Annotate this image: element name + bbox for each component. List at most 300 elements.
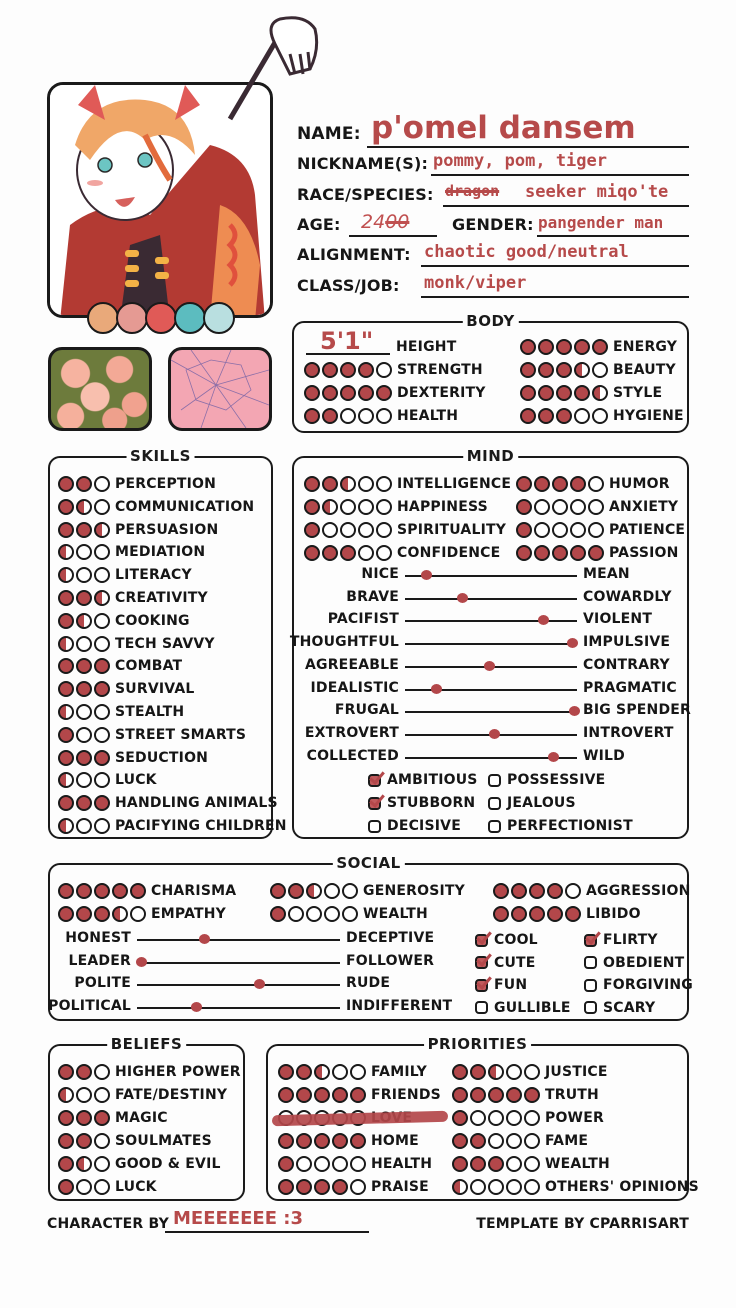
rating-dot[interactable] — [58, 636, 74, 652]
rating-dot[interactable] — [76, 499, 92, 515]
rating-dot[interactable] — [314, 1133, 330, 1149]
rating-dot[interactable] — [314, 1087, 330, 1103]
rating-dot[interactable] — [76, 1179, 92, 1195]
trait-slider[interactable] — [294, 748, 687, 766]
rating-dot[interactable] — [112, 883, 128, 899]
slider-knob[interactable] — [484, 661, 495, 671]
rating-row — [58, 497, 254, 517]
rating-dot[interactable] — [76, 795, 92, 811]
rating-dot[interactable] — [470, 1133, 486, 1149]
rating-dot[interactable] — [342, 906, 358, 922]
rating-dot[interactable] — [376, 408, 392, 424]
rating-dot[interactable] — [350, 1156, 366, 1172]
rating-dot[interactable] — [58, 704, 74, 720]
checkbox-checked[interactable] — [475, 956, 488, 969]
slider-knob[interactable] — [569, 706, 580, 716]
rating-dot[interactable] — [534, 522, 550, 538]
slider-track[interactable] — [137, 962, 340, 964]
rating-dot[interactable] — [94, 1179, 110, 1195]
rating-dot[interactable] — [452, 1110, 468, 1126]
rating-dot[interactable] — [94, 818, 110, 834]
rating-dot[interactable] — [511, 906, 527, 922]
rating-label: DEXTERITY — [397, 385, 486, 401]
rating-dot[interactable] — [547, 906, 563, 922]
rating-dot[interactable] — [58, 544, 74, 560]
rating-dot[interactable] — [94, 658, 110, 674]
trait-checkbox-row[interactable] — [488, 816, 633, 836]
trait-checkbox-row[interactable] — [584, 953, 684, 973]
rating-dot[interactable] — [470, 1156, 486, 1172]
checkbox-checked[interactable] — [584, 934, 597, 947]
rating-dot[interactable] — [306, 883, 322, 899]
rating-dot[interactable] — [452, 1087, 468, 1103]
rating-dot[interactable] — [76, 750, 92, 766]
rating-dot[interactable] — [358, 385, 374, 401]
rating-dot[interactable] — [570, 545, 586, 561]
trait-slider[interactable] — [50, 975, 430, 993]
rating-dot[interactable] — [358, 499, 374, 515]
rating-dot[interactable] — [538, 385, 554, 401]
trait-checkbox-row[interactable] — [368, 770, 478, 790]
rating-dot[interactable] — [322, 522, 338, 538]
rating-dot[interactable] — [488, 1087, 504, 1103]
rating-dot[interactable] — [94, 590, 110, 606]
rating-dot[interactable] — [529, 906, 545, 922]
trait-slider[interactable] — [294, 657, 687, 675]
rating-dot[interactable] — [574, 339, 590, 355]
rating-dot[interactable] — [76, 818, 92, 834]
rating-dot[interactable] — [324, 883, 340, 899]
rating-dot[interactable] — [358, 545, 374, 561]
trait-checkbox-row[interactable] — [584, 930, 658, 950]
rating-dot[interactable] — [452, 1064, 468, 1080]
trait-checkbox-row[interactable] — [475, 975, 527, 995]
trait-slider[interactable] — [50, 930, 435, 948]
rating-dot[interactable] — [76, 590, 92, 606]
rating-dot[interactable] — [278, 1064, 294, 1080]
rating-dot[interactable] — [322, 476, 338, 492]
slider-track[interactable] — [405, 711, 577, 713]
checkbox-unchecked[interactable] — [584, 979, 597, 992]
rating-dot[interactable] — [58, 1110, 74, 1126]
rating-dot[interactable] — [534, 499, 550, 515]
rating-dot[interactable] — [488, 1156, 504, 1172]
rating-dot[interactable] — [314, 1156, 330, 1172]
rating-dot[interactable] — [76, 906, 92, 922]
rating-dot[interactable] — [516, 522, 532, 538]
rating-label: GENEROSITY — [363, 883, 465, 899]
rating-dot[interactable] — [340, 499, 356, 515]
rating-dot[interactable] — [340, 408, 356, 424]
rating-dot[interactable] — [565, 883, 581, 899]
rating-dot[interactable] — [58, 681, 74, 697]
trait-checkbox-row[interactable] — [475, 998, 571, 1018]
rating-dot[interactable] — [58, 1133, 74, 1149]
rating-dot[interactable] — [592, 408, 608, 424]
rating-dots — [516, 499, 604, 515]
trait-slider[interactable] — [294, 566, 687, 584]
trait-checkbox-row[interactable] — [488, 793, 576, 813]
rating-dot[interactable] — [538, 408, 554, 424]
rating-dot[interactable] — [340, 385, 356, 401]
trait-checkbox-row[interactable] — [584, 975, 693, 995]
slider-knob[interactable] — [421, 570, 432, 580]
rating-dot[interactable] — [58, 590, 74, 606]
rating-dot[interactable] — [340, 545, 356, 561]
rating-dot[interactable] — [506, 1156, 522, 1172]
rating-dot[interactable] — [130, 883, 146, 899]
slider-track[interactable] — [405, 643, 577, 645]
rating-dot[interactable] — [58, 1087, 74, 1103]
rating-dot[interactable] — [470, 1179, 486, 1195]
rating-dot[interactable] — [570, 522, 586, 538]
rating-dot[interactable] — [511, 883, 527, 899]
trait-slider[interactable] — [294, 611, 687, 629]
rating-dot[interactable] — [332, 1133, 348, 1149]
rating-dot[interactable] — [76, 1064, 92, 1080]
rating-dot[interactable] — [350, 1179, 366, 1195]
slider-track[interactable] — [137, 984, 340, 986]
rating-dot[interactable] — [520, 339, 536, 355]
rating-dot[interactable] — [304, 499, 320, 515]
rating-dot[interactable] — [452, 1179, 468, 1195]
rating-dot[interactable] — [376, 499, 392, 515]
rating-dot[interactable] — [376, 362, 392, 378]
checkbox-unchecked[interactable] — [584, 956, 597, 969]
age-underline — [349, 235, 437, 237]
slider-knob[interactable] — [191, 1002, 202, 1012]
rating-dot[interactable] — [76, 681, 92, 697]
slider-knob[interactable] — [567, 638, 578, 648]
rating-dot[interactable] — [296, 1156, 312, 1172]
rating-dot[interactable] — [488, 1179, 504, 1195]
rating-dot[interactable] — [76, 613, 92, 629]
rating-dot[interactable] — [314, 1179, 330, 1195]
rating-dots — [58, 544, 110, 560]
checkbox-checked[interactable] — [368, 774, 381, 787]
rating-dot[interactable] — [76, 522, 92, 538]
rating-dot[interactable] — [524, 1087, 540, 1103]
slider-knob[interactable] — [431, 684, 442, 694]
rating-dot[interactable] — [278, 1087, 294, 1103]
rating-dot[interactable] — [94, 727, 110, 743]
rating-dot[interactable] — [524, 1110, 540, 1126]
rating-dot[interactable] — [58, 1179, 74, 1195]
slider-track[interactable] — [137, 1007, 340, 1009]
checkbox-unchecked[interactable] — [475, 1001, 488, 1014]
trait-slider[interactable] — [294, 702, 692, 720]
rating-dot[interactable] — [304, 476, 320, 492]
rating-dot[interactable] — [534, 545, 550, 561]
rating-dot[interactable] — [94, 704, 110, 720]
rating-dot[interactable] — [94, 1133, 110, 1149]
rating-dot[interactable] — [588, 499, 604, 515]
rating-dot[interactable] — [488, 1133, 504, 1149]
rating-dot[interactable] — [350, 1064, 366, 1080]
slider-knob[interactable] — [548, 752, 559, 762]
rating-row — [58, 542, 205, 562]
rating-dot[interactable] — [358, 408, 374, 424]
rating-dot[interactable] — [556, 339, 572, 355]
rating-dot[interactable] — [94, 613, 110, 629]
rating-dot[interactable] — [94, 772, 110, 788]
rating-dot[interactable] — [524, 1156, 540, 1172]
rating-dot[interactable] — [574, 385, 590, 401]
rating-dot[interactable] — [288, 883, 304, 899]
trait-checkbox-row[interactable] — [368, 793, 475, 813]
trait-slider[interactable] — [50, 952, 435, 971]
rating-dot[interactable] — [516, 476, 532, 492]
rating-dot[interactable] — [332, 1064, 348, 1080]
trait-slider[interactable] — [48, 997, 453, 1016]
rating-dot[interactable] — [588, 476, 604, 492]
rating-dot[interactable] — [76, 544, 92, 560]
rating-dot[interactable] — [296, 1064, 312, 1080]
rating-dot[interactable] — [76, 658, 92, 674]
rating-dot[interactable] — [278, 1133, 294, 1149]
rating-dot[interactable] — [592, 339, 608, 355]
trait-checkbox-row[interactable] — [368, 816, 461, 836]
rating-dot[interactable] — [358, 476, 374, 492]
rating-dot[interactable] — [470, 1110, 486, 1126]
rating-dot[interactable] — [306, 906, 322, 922]
rating-dot[interactable] — [94, 522, 110, 538]
slider-left-label: AGREEABLE — [304, 656, 399, 673]
rating-dot[interactable] — [552, 476, 568, 492]
rating-dot[interactable] — [452, 1133, 468, 1149]
rating-dot[interactable] — [322, 408, 338, 424]
rating-dot[interactable] — [520, 362, 536, 378]
rating-dot[interactable] — [493, 906, 509, 922]
checkbox-unchecked[interactable] — [488, 820, 501, 833]
checkbox-checked[interactable] — [368, 797, 381, 810]
rating-dot[interactable] — [304, 385, 320, 401]
rating-dots — [278, 1087, 366, 1103]
rating-dot[interactable] — [574, 362, 590, 378]
rating-dot[interactable] — [350, 1087, 366, 1103]
rating-dot[interactable] — [296, 1179, 312, 1195]
rating-dot[interactable] — [94, 499, 110, 515]
rating-dot[interactable] — [340, 522, 356, 538]
rating-dot[interactable] — [304, 408, 320, 424]
rating-dot[interactable] — [470, 1064, 486, 1080]
rating-dot[interactable] — [278, 1179, 294, 1195]
gender-label: GENDER: — [452, 215, 534, 234]
rating-dot[interactable] — [94, 1087, 110, 1103]
trait-checkbox-row[interactable] — [488, 770, 605, 790]
rating-dot[interactable] — [76, 567, 92, 583]
rating-dot[interactable] — [58, 499, 74, 515]
rating-dot[interactable] — [76, 727, 92, 743]
rating-dot[interactable] — [296, 1133, 312, 1149]
slider-right-label: INDIFFERENT — [346, 997, 453, 1014]
rating-dot[interactable] — [552, 522, 568, 538]
trait-slider[interactable] — [294, 680, 687, 698]
rating-dot[interactable] — [58, 906, 74, 922]
rating-dot[interactable] — [556, 362, 572, 378]
slider-knob[interactable] — [489, 729, 500, 739]
trait-slider[interactable] — [289, 634, 687, 652]
slider-knob[interactable] — [457, 593, 468, 603]
rating-dot[interactable] — [58, 795, 74, 811]
rating-dot[interactable] — [524, 1179, 540, 1195]
rating-dot[interactable] — [570, 499, 586, 515]
rating-dot[interactable] — [324, 906, 340, 922]
rating-dot[interactable] — [506, 1087, 522, 1103]
rating-dot[interactable] — [58, 613, 74, 629]
rating-dot[interactable] — [322, 499, 338, 515]
rating-dot[interactable] — [332, 1087, 348, 1103]
rating-dot[interactable] — [592, 385, 608, 401]
rating-dot[interactable] — [58, 476, 74, 492]
rating-dot[interactable] — [547, 883, 563, 899]
rating-dot[interactable] — [516, 499, 532, 515]
rating-dot[interactable] — [552, 545, 568, 561]
rating-dot[interactable] — [94, 1156, 110, 1172]
rating-dot[interactable] — [506, 1133, 522, 1149]
rating-dot[interactable] — [520, 408, 536, 424]
rating-dot[interactable] — [565, 906, 581, 922]
rating-dot[interactable] — [358, 362, 374, 378]
slider-knob[interactable] — [199, 934, 210, 944]
rating-dot[interactable] — [278, 1156, 294, 1172]
rating-dot[interactable] — [76, 476, 92, 492]
rating-dot[interactable] — [94, 544, 110, 560]
rating-dot[interactable] — [322, 385, 338, 401]
checkbox-unchecked[interactable] — [584, 1001, 597, 1014]
checkbox-unchecked[interactable] — [368, 820, 381, 833]
trait-checkbox-row[interactable] — [584, 998, 655, 1018]
rating-dot[interactable] — [529, 883, 545, 899]
rating-dot[interactable] — [588, 522, 604, 538]
rating-dot[interactable] — [58, 567, 74, 583]
rating-dot[interactable] — [488, 1110, 504, 1126]
slider-track[interactable] — [405, 620, 577, 622]
rating-dot[interactable] — [506, 1110, 522, 1126]
rating-dot[interactable] — [76, 1087, 92, 1103]
rating-dot[interactable] — [94, 750, 110, 766]
trait-checkbox-row[interactable] — [475, 930, 538, 950]
rating-dot[interactable] — [332, 1179, 348, 1195]
rating-dot[interactable] — [58, 883, 74, 899]
rating-dot[interactable] — [556, 385, 572, 401]
checkbox-unchecked[interactable] — [488, 797, 501, 810]
rating-dot[interactable] — [592, 362, 608, 378]
rating-dot[interactable] — [588, 545, 604, 561]
rating-dot[interactable] — [58, 818, 74, 834]
rating-dot[interactable] — [538, 362, 554, 378]
rating-dot[interactable] — [314, 1064, 330, 1080]
rating-dot[interactable] — [470, 1087, 486, 1103]
rating-dot[interactable] — [340, 476, 356, 492]
rating-dot[interactable] — [270, 883, 286, 899]
rating-dot[interactable] — [94, 1110, 110, 1126]
rating-dot[interactable] — [112, 906, 128, 922]
rating-dot[interactable] — [322, 362, 338, 378]
rating-dot[interactable] — [376, 476, 392, 492]
rating-dot[interactable] — [520, 385, 536, 401]
rating-dot[interactable] — [94, 636, 110, 652]
rating-dot[interactable] — [376, 545, 392, 561]
rating-dot[interactable] — [130, 906, 146, 922]
rating-dot[interactable] — [76, 772, 92, 788]
rating-dot[interactable] — [76, 636, 92, 652]
rating-dot[interactable] — [452, 1156, 468, 1172]
rating-dot[interactable] — [58, 522, 74, 538]
rating-dot[interactable] — [322, 545, 338, 561]
rating-dot[interactable] — [574, 408, 590, 424]
rating-dot[interactable] — [524, 1133, 540, 1149]
slider-knob[interactable] — [538, 615, 549, 625]
rating-dot[interactable] — [94, 681, 110, 697]
rating-dot[interactable] — [376, 385, 392, 401]
rating-dot[interactable] — [288, 906, 304, 922]
checkbox-unchecked[interactable] — [488, 774, 501, 787]
rating-dot[interactable] — [304, 522, 320, 538]
rating-dot[interactable] — [534, 476, 550, 492]
rating-dot[interactable] — [76, 883, 92, 899]
rating-dot[interactable] — [506, 1179, 522, 1195]
rating-dot[interactable] — [76, 1133, 92, 1149]
rating-dot[interactable] — [94, 567, 110, 583]
slider-track[interactable] — [405, 598, 577, 600]
checkbox-checked[interactable] — [475, 934, 488, 947]
rating-dot[interactable] — [516, 545, 532, 561]
rating-dot[interactable] — [538, 339, 554, 355]
rating-dot[interactable] — [58, 1064, 74, 1080]
rating-dot[interactable] — [94, 883, 110, 899]
checkbox-checked[interactable] — [475, 979, 488, 992]
rating-dot[interactable] — [58, 658, 74, 674]
slider-knob[interactable] — [136, 957, 147, 967]
checkbox-label: PERFECTIONIST — [507, 818, 633, 834]
rating-dot[interactable] — [340, 362, 356, 378]
trait-slider[interactable] — [294, 589, 687, 607]
rating-dot[interactable] — [94, 1064, 110, 1080]
rating-dot[interactable] — [304, 545, 320, 561]
rating-dot[interactable] — [556, 408, 572, 424]
rating-dot[interactable] — [350, 1133, 366, 1149]
rating-dot[interactable] — [524, 1064, 540, 1080]
rating-dot[interactable] — [332, 1156, 348, 1172]
rating-dot[interactable] — [58, 1156, 74, 1172]
rating-dot[interactable] — [58, 727, 74, 743]
rating-dot[interactable] — [342, 883, 358, 899]
rating-dot[interactable] — [76, 704, 92, 720]
rating-dot[interactable] — [506, 1064, 522, 1080]
rating-dot[interactable] — [94, 906, 110, 922]
slider-track[interactable] — [137, 939, 340, 941]
rating-dot[interactable] — [58, 750, 74, 766]
rating-dot[interactable] — [488, 1064, 504, 1080]
rating-dot[interactable] — [552, 499, 568, 515]
rating-dot[interactable] — [94, 795, 110, 811]
rating-dot[interactable] — [94, 476, 110, 492]
rating-dot[interactable] — [270, 906, 286, 922]
slider-knob[interactable] — [254, 979, 265, 989]
rating-dot[interactable] — [76, 1110, 92, 1126]
rating-dot[interactable] — [358, 522, 374, 538]
rating-dot[interactable] — [296, 1087, 312, 1103]
rating-dot[interactable] — [570, 476, 586, 492]
rating-dot[interactable] — [76, 1156, 92, 1172]
trait-checkbox-row[interactable] — [475, 953, 536, 973]
trait-slider[interactable] — [294, 725, 687, 743]
rating-dot[interactable] — [58, 772, 74, 788]
rating-dot[interactable] — [493, 883, 509, 899]
rating-dot[interactable] — [304, 362, 320, 378]
rating-dot[interactable] — [376, 522, 392, 538]
